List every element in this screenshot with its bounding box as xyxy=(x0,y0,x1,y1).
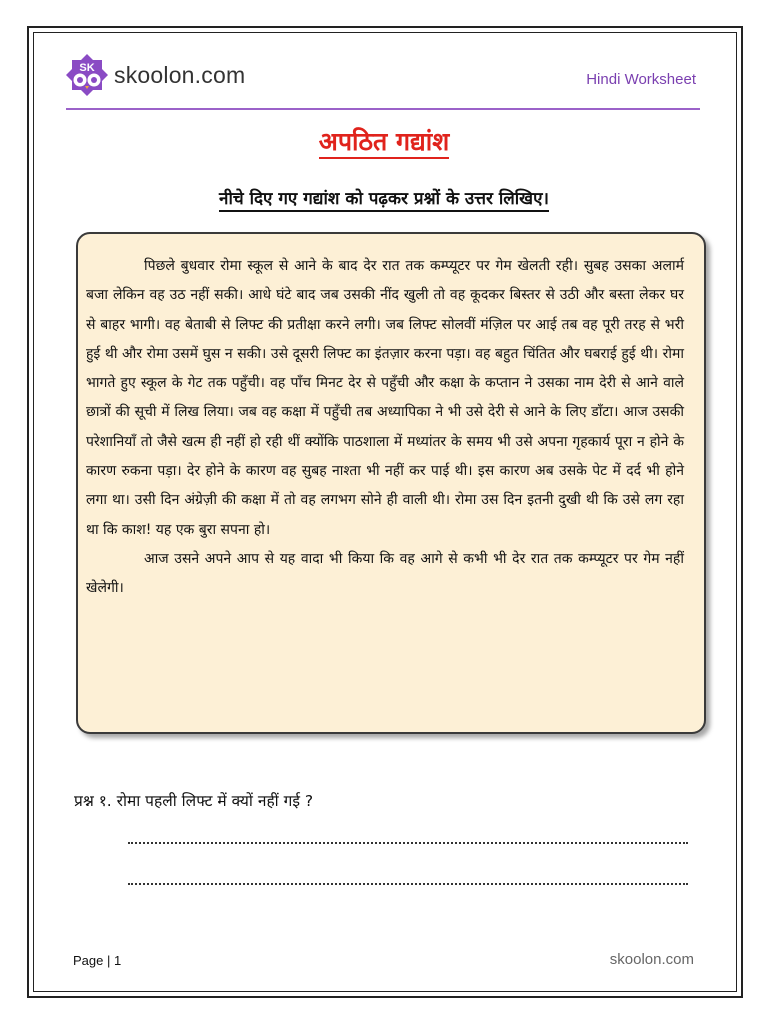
page-title-text: अपठित गद्यांश xyxy=(319,127,450,159)
passage-box xyxy=(76,232,706,734)
brand-name: skoolon.com xyxy=(114,61,246,88)
header-divider xyxy=(66,108,700,110)
answer-line-2[interactable] xyxy=(128,883,688,885)
passage-paragraph-1: पिछले बुधवार रोमा स्कूल से आने के बाद देर रात तक कम्प्यूटर पर गेम खेलती रही। सुबह उसका अलार्म बजा लेकिन वह उठ नहीं सकी। आधे घंटे बाद जब उसकी नींद खुली तो वह कूदकर बिस्तर से उठी और बस्ता लेकर घर से बाहर भागी। वह बेताबी से लिफ्ट की प्रतीक्षा करने लगी। जब लिफ्ट सोलवीं मंज़िल पर आई तब वह पूरी तरह से भरी हुई थी और रोमा उसमें घुस न सकी। उसे दूसरी लिफ्ट का इंतज़ार करना पड़ा। वह बहुत चिंतित और घबराई हुई थी। रोमा भागते हुए स्कूल के गेट तक पहुँची। वह पाँच मिनट देर से पहुँची और कक्षा के कप्तान ने उसका नाम देरी से आने वाले छात्रों की सूची में लिख लिया। जब वह कक्षा में पहुँची तब अध्यापिका ने भी उसे देरी से आने के लिए डाँटा। आज उसकी परेशानियाँ तो जैसे खत्म ही नहीं हो रही थीं क्योंकि पाठशाला में मध्यांतर के समय भी उसे अपना गृहकार्य पूरा न होने के कारण रुकना पड़ा। देर होने के कारण वह सुबह नाश्ता भी नहीं कर पाई थी। इस कारण अब उसके पेट में दर्द भी होने लगा था। उसी दिन अंग्रेज़ी की कक्षा में तो वह लगभग सोने ही वाली थी। रोमा उस दिन इतनी दुखी थी कि उसे लग रहा था कि काश! यह एक बुरा सपना हो। xyxy=(86,258,684,538)
question-1: प्रश्न १. रोमा पहली लिफ्ट में क्यों नहीं गई ? xyxy=(74,792,314,810)
page-title xyxy=(0,124,768,158)
worksheet-type: Hindi Worksheet xyxy=(586,71,696,88)
brand-logo[interactable] xyxy=(64,52,245,98)
passage-paragraph-2: आज उसने अपने आप से यह वादा भी किया कि वह आगे से कभी भी देर रात तक कम्प्यूटर पर गेम नहीं खेलेगी। xyxy=(86,550,684,597)
instruction xyxy=(0,186,768,209)
footer-site[interactable]: skoolon.com xyxy=(609,951,694,968)
logo-text: SK xyxy=(79,62,95,74)
page-number: Page | 1 xyxy=(73,953,122,968)
answer-line-1[interactable] xyxy=(128,842,688,844)
instruction-text: नीचे दिए गए गद्यांश को पढ़कर प्रश्नों के उत्तर लिखिए। xyxy=(219,189,549,212)
owl-logo-icon xyxy=(64,52,110,98)
